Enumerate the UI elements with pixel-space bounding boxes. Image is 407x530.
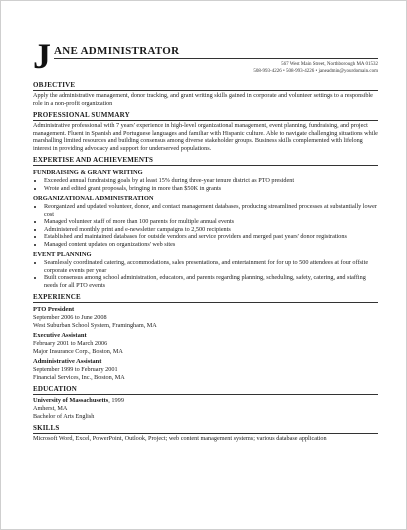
expertise-heading: EXPERTISE AND ACHIEVEMENTS (33, 156, 378, 166)
job-title: Administrative Assistant (33, 358, 102, 365)
school-location: Amherst, MA (33, 405, 68, 412)
list-item: • Administered monthly print and e-newsletter campaigns to 2,500 recipients (44, 226, 378, 234)
applicant-name: ANE ADMINISTRATOR (54, 45, 180, 57)
expertise-group-title: ORGANIZATIONAL ADMINISTRATION (33, 195, 154, 202)
address-line: 567 West Main Street, Northborough MA 01532 (281, 62, 378, 67)
job-entry (33, 358, 378, 381)
list-item: • Seamlessly coordinated catering, accommodations, sales presentations, and entertainment for for up to 500 attendees at four offsite corporate events per year (44, 259, 378, 274)
education-heading: EDUCATION (33, 385, 378, 395)
expertise-group-title: EVENT PLANNING (33, 251, 92, 258)
education-school-line (33, 397, 378, 405)
job-organization: West Suburban School System, Framingham, MA (33, 321, 157, 329)
contact-line: 508-993-4226 • 508-993-4226 • janeadmin@yourdomain.com (253, 69, 378, 74)
bullet-list (33, 177, 378, 192)
job-dates: September 2006 to June 2008 (33, 314, 107, 321)
summary-heading: PROFESSIONAL SUMMARY (33, 111, 378, 121)
list-item: • Reorganized and updated volunteer, donor, and contact management databases, producing streamlined processes at substantially lower cost (44, 203, 378, 218)
job-entry (33, 306, 378, 329)
bullet-list (33, 259, 378, 289)
list-item: • Exceeded annual fundraising goals by at least 15% during three-year tenure district as PTO president (44, 177, 378, 185)
job-dates: February 2001 to March 2006 (33, 340, 108, 347)
degree: Bachelor of Arts English (33, 412, 95, 420)
skills-heading: SKILLS (33, 424, 378, 434)
list-item: • Managed content updates on organizations' web sites (44, 241, 378, 249)
list-item: • Managed volunteer staff of more than 100 parents for multiple annual events (44, 218, 378, 226)
objective-heading: OBJECTIVE (33, 81, 378, 91)
resume-body (33, 81, 378, 445)
bullet-list (33, 203, 378, 248)
job-organization: Financial Services, Inc., Boston, MA (33, 373, 125, 381)
summary-text: Administrative professional with 7 years' experience in high-level organizational management, event planning, fundraising, and project management. Fluent in Spanish and Portuguese languages and familiar with Hispanic culture. Able to navigate challenging situations while marshalling limited resources and building consensus among diverse stakeholder groups. Business skills complemented with lifelong interest in providing advocacy and support for underserved populations. (33, 122, 378, 152)
list-item: • Built consensus among school administration, educators, and parents regarding planning, scheduling, safety, catering, and staffing needs for all PTO events (44, 274, 378, 289)
name-initial: J (33, 36, 51, 76)
school-name: University of Massachusetts (33, 397, 109, 404)
job-dates: September 1999 to February 2001 (33, 366, 118, 373)
job-entry (33, 332, 378, 355)
list-item: • Wrote and edited grant proposals, bringing in more than $50K in grants (44, 185, 378, 193)
expertise-group-title: FUNDRAISING & GRANT WRITING (33, 169, 143, 176)
list-item: • Established and maintained databases for outside vendors and service providers and merged past years' donor registrations (44, 233, 378, 241)
skills-text: Microsoft Word, Excel, PowerPoint, Outlook, Project; web content management systems; various database application (33, 435, 327, 442)
job-title: PTO President (33, 306, 75, 313)
graduation-year: , 1999 (108, 397, 124, 404)
header-divider (54, 58, 378, 59)
job-title: Executive Assistant (33, 332, 87, 339)
objective-text: Apply the administrative management, donor tracking, and grant writing skills gained in corporate and volunteer settings to a responsible role in a non-profit organization (33, 92, 373, 107)
experience-heading: EXPERIENCE (33, 293, 378, 303)
contact-block (253, 61, 378, 75)
job-organization: Major Insurance Corp., Boston, MA (33, 347, 123, 355)
